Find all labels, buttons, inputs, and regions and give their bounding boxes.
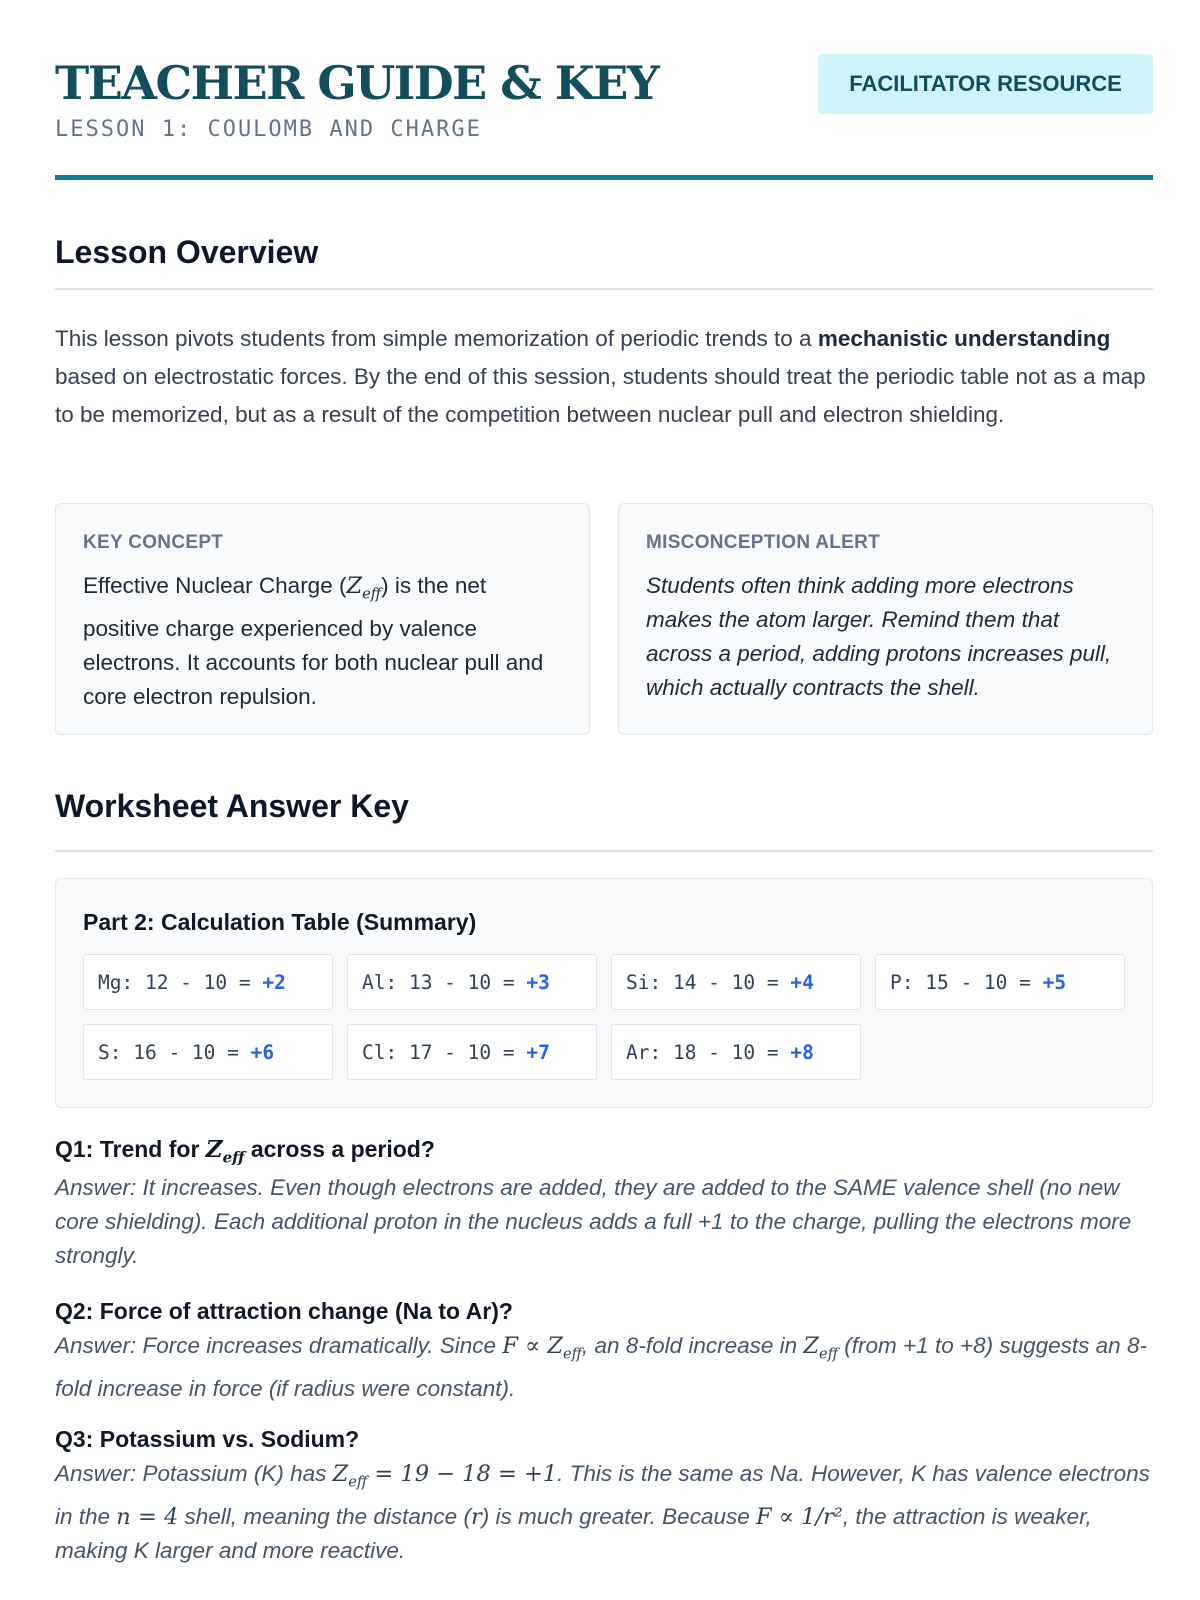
zeff-symbol-subscript: eff: [348, 1473, 368, 1491]
facilitator-badge: FACILITATOR RESOURCE: [818, 54, 1153, 114]
q3-answer-part: shell, meaning the distance (: [178, 1503, 471, 1529]
key-concept-text-end: ) is the net positive charge experienced by valence electrons. It accounts for both nuclear pull and core electron repulsion.: [83, 573, 544, 709]
key-concept-label: KEY CONCEPT: [83, 532, 224, 553]
zeff-symbol: [346, 573, 382, 603]
zeff-symbol-letter: Z: [205, 1136, 223, 1163]
intro-emphasis: mechanistic understanding: [817, 326, 1111, 351]
page-title: TEACHER GUIDE & KEY: [55, 56, 659, 110]
zeff-symbol: [803, 1333, 839, 1363]
zeff-symbol-subscript: eff: [222, 1148, 245, 1167]
q3-answer-part: . This is the same as Na. However, K has valence electrons in the: [55, 1461, 1150, 1529]
q2-answer-part: Answer: Force increases dramatically. Since: [55, 1333, 503, 1358]
zeff-symbol-subscript: eff: [819, 1345, 839, 1363]
question-2-answer: [55, 1329, 1153, 1406]
question-3-title: Q3: Potassium vs. Sodium?: [55, 1426, 360, 1452]
question-2-title: Q2: Force of attraction change (Na to Ar)?: [55, 1298, 513, 1324]
radius-symbol: r: [470, 1503, 482, 1530]
q3-answer-part: , the attraction is weaker, making K larger and more reactive.: [55, 1503, 1092, 1563]
zeff-symbol: [205, 1136, 245, 1167]
calc-result: +5: [1042, 970, 1067, 994]
misconception-card: [618, 503, 1153, 735]
calc-result: +2: [262, 970, 286, 994]
intro-text-end: based on electrostatic forces. By the end of this session, students should treat the periodic table not as a map to be memorized, but as a result of the competition between nuclear pull and electron shielding.: [55, 364, 1146, 427]
header-divider: [55, 175, 1153, 180]
calculation-table: [55, 878, 1153, 1108]
calculation-table-title: Part 2: Calculation Table (Summary): [83, 909, 477, 935]
shell-formula: n = 4: [116, 1503, 179, 1530]
calc-result: +6: [250, 1040, 275, 1064]
zeff-symbol-letter: Z: [332, 1461, 349, 1487]
answer-key-heading: Worksheet Answer Key: [55, 788, 409, 824]
question-2: [55, 1298, 1153, 1406]
calc-expression: Ar: 18 - 10 =: [626, 1040, 791, 1064]
q3-answer-part: Answer: Potassium (K) has: [55, 1461, 333, 1486]
calc-expression: Mg: 12 - 10 =: [98, 970, 263, 994]
calc-expression: Si: 14 - 10 =: [626, 970, 791, 994]
q1-title-start: Q1: Trend for: [55, 1136, 206, 1162]
misconception-text: Students often think adding more electrons makes the atom larger. Remind them that across a period, adding protons increases pull, which actually contracts the shell.: [646, 573, 1112, 700]
calc-result: +8: [790, 1040, 814, 1064]
q1-title-end: across a period?: [244, 1136, 435, 1162]
zeff-symbol-letter: Z: [346, 573, 363, 599]
misconception-label: MISCONCEPTION ALERT: [646, 532, 881, 553]
calc-cell-mg: [83, 954, 333, 1010]
formula-text: = 19 − 18 = +1: [367, 1461, 558, 1487]
question-3: [55, 1426, 1153, 1568]
overview-intro: [55, 320, 1153, 434]
calc-cell-si: [611, 954, 861, 1010]
q3-answer-part: ) is much greater. Because: [481, 1503, 756, 1529]
inverse-square-formula: F ∝ 1/r²: [756, 1503, 843, 1530]
question-1-title: [55, 1136, 1153, 1167]
formula-text: F ∝ Z: [502, 1333, 564, 1359]
page-header: [55, 0, 1153, 185]
answer-key-divider: [55, 850, 1153, 852]
question-3-answer: [55, 1457, 1153, 1568]
calc-cell-ar: [611, 1024, 861, 1080]
calc-result: +3: [526, 970, 550, 994]
q2-answer-part: , an 8-fold increase in: [582, 1333, 804, 1358]
calc-result: +4: [790, 970, 814, 994]
key-concept-text: [83, 569, 562, 714]
key-concept-card: [55, 503, 590, 735]
calc-result: +7: [526, 1040, 550, 1064]
calc-expression: Cl: 17 - 10 =: [362, 1040, 527, 1064]
zeff-calculation-formula: [332, 1461, 558, 1491]
question-1-answer: Answer: It increases. Even though electrons are added, they are added to the SAME valence shell (no new core shielding). Each additional proton in the nucleus adds a full +1 to the charge, pulling the electrons more strongly.: [55, 1174, 1132, 1268]
overview-divider: [55, 288, 1153, 290]
calc-cell-cl: [347, 1024, 597, 1080]
intro-text-start: This lesson pivots students from simple memorization of periodic trends to a: [55, 326, 818, 351]
calc-cell-s: [83, 1024, 333, 1080]
calc-cell-al: [347, 954, 597, 1010]
lesson-subtitle: LESSON 1: COULOMB AND CHARGE: [55, 117, 482, 142]
calc-expression: Al: 13 - 10 =: [362, 970, 527, 994]
calc-expression: P: 15 - 10 =: [890, 970, 1043, 994]
force-proportion-formula: [502, 1333, 583, 1363]
q2-answer-part: (from +1 to +8) suggests an 8-fold increase in force (if radius were constant).: [55, 1333, 1147, 1401]
lesson-overview-heading: Lesson Overview: [55, 234, 319, 270]
key-concept-text-start: Effective Nuclear Charge (: [83, 573, 347, 598]
question-1: [55, 1136, 1153, 1273]
calc-cell-p: [875, 954, 1125, 1010]
calc-expression: S: 16 - 10 =: [98, 1040, 251, 1064]
zeff-symbol-subscript: eff: [362, 585, 382, 603]
zeff-symbol-letter: Z: [803, 1333, 820, 1359]
zeff-symbol-subscript: eff: [563, 1345, 583, 1363]
